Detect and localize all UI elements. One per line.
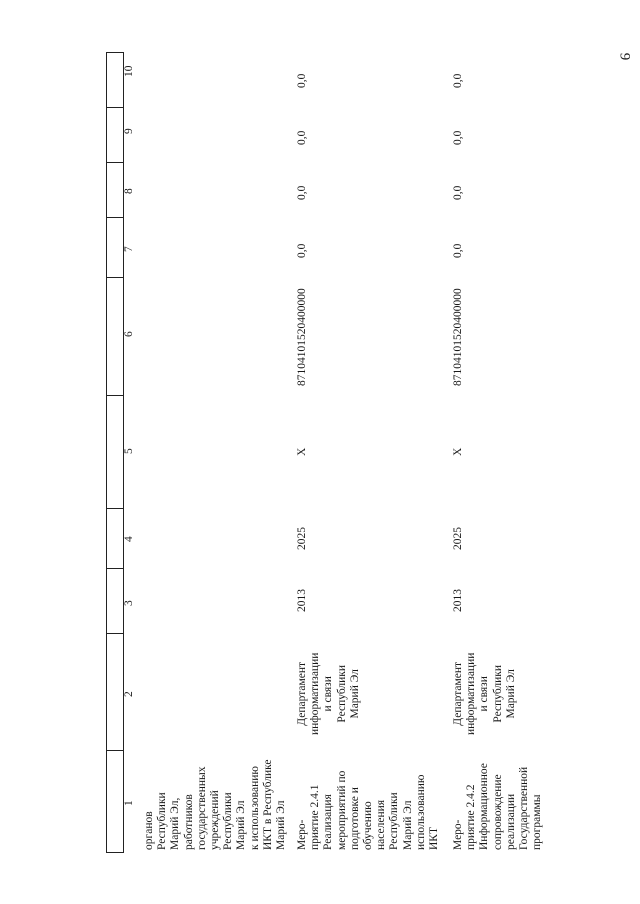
header-sep-0 — [106, 852, 124, 853]
row-1-col-3: 2013 — [296, 589, 308, 612]
row-2-col-4: 2025 — [452, 527, 464, 550]
header-col-10: 10 — [123, 65, 135, 77]
row-2-col-2: Департамент информатизации и связи Республики Марий Эл — [452, 652, 517, 735]
row-1-col-5: Х — [296, 447, 308, 456]
header-sep-9 — [106, 107, 124, 108]
row-2-col-10: 0,0 — [452, 73, 464, 88]
header-col-3: 3 — [123, 600, 135, 606]
page-number: 9 — [616, 52, 633, 61]
header-col-9: 9 — [123, 128, 135, 134]
row-1-col-8: 0,0 — [296, 185, 308, 200]
row-2-col-1: Меро- приятие 2.4.2 Информационное сопровождение реализации Государственной программы — [452, 763, 544, 850]
header-sep-10 — [106, 52, 124, 53]
row-1-col-10: 0,0 — [296, 73, 308, 88]
row-1-col-7: 0,0 — [296, 243, 308, 258]
header-sep-4 — [106, 508, 124, 509]
row-2-col-8: 0,0 — [452, 185, 464, 200]
header-col-2: 2 — [123, 691, 135, 697]
header-col-7: 7 — [123, 246, 135, 252]
row-0-col-1: органов Республики Марий Эл, работников государственных учреждений Республики Марий Эл к использованию ИКТ в Республике Марий Эл — [143, 759, 288, 850]
header-col-6: 6 — [123, 331, 135, 337]
header-sep-1 — [106, 750, 124, 751]
header-sep-3 — [106, 568, 124, 569]
table-header-line-left — [106, 52, 107, 852]
row-1-col-6: 87104101520400000 — [296, 288, 308, 386]
header-sep-5 — [106, 395, 124, 396]
header-sep-2 — [106, 633, 124, 634]
row-1-col-2: Департамент информатизации и связи Республики Марий Эл — [296, 652, 361, 735]
header-col-8: 8 — [123, 188, 135, 194]
header-col-4: 4 — [123, 536, 135, 542]
header-col-5: 5 — [123, 448, 135, 454]
row-2-col-9: 0,0 — [452, 130, 464, 145]
row-1-col-4: 2025 — [296, 527, 308, 550]
header-sep-8 — [106, 162, 124, 163]
header-sep-7 — [106, 217, 124, 218]
row-1-col-9: 0,0 — [296, 130, 308, 145]
row-1-col-1: Меро- приятие 2.4.1 Реализация мероприятий по подготовке и обучению населения Республики Марий Эл использованию ИКТ — [296, 770, 441, 850]
row-2-col-5: Х — [452, 447, 464, 456]
row-2-col-3: 2013 — [452, 589, 464, 612]
header-col-1: 1 — [123, 800, 135, 806]
row-2-col-6: 87104101520400000 — [452, 288, 464, 386]
header-sep-6 — [106, 277, 124, 278]
row-2-col-7: 0,0 — [452, 243, 464, 258]
